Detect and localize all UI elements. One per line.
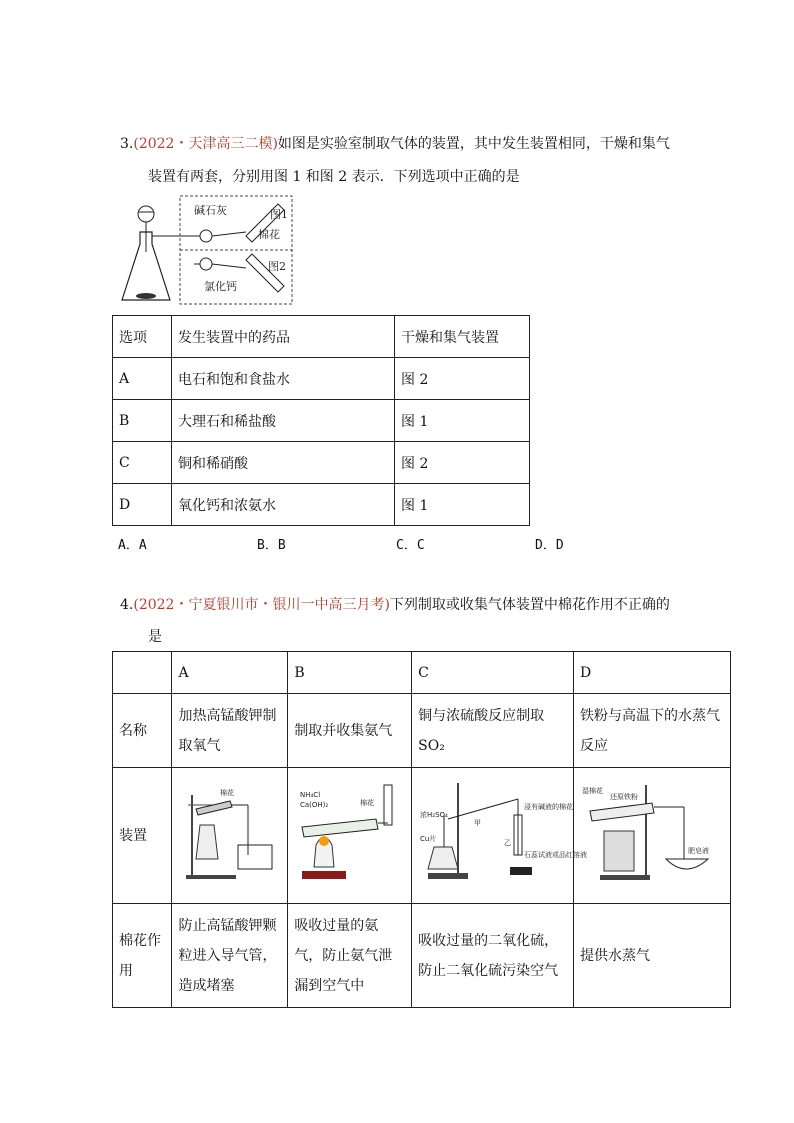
svg-text:湿棉花: 湿棉花: [582, 787, 603, 795]
label-lime: 碱石灰: [194, 204, 227, 217]
device-c-cell: [412, 768, 588, 904]
q3-option-a[interactable]: A．A: [118, 538, 147, 553]
label-fig2: 图2: [268, 260, 286, 273]
q3-line1: 3.(2022・天津高三二模)如图是实验室制取气体的装置，其中发生装置相同，干燥和集气: [120, 136, 670, 152]
table-row: 棉花作用 防止高锰酸钾颗粒进入导气管，造成堵塞 吸收过量的氨气，防止氨气泄漏到空气中 吸收过量的二氧化硫，防止二氧化硫污染空气 提供水蒸气: [113, 904, 731, 1008]
svg-text:肥皂液: 肥皂液: [688, 847, 709, 855]
q3-option-b[interactable]: B．B: [257, 538, 286, 553]
q4-line1: 4.(2022・宁夏银川市・银川一中高三月考)下列制取或收集气体装置中棉花作用不正确的: [120, 597, 670, 613]
q3-apparatus-figure: [118, 192, 298, 310]
table-row: B 大理石和稀盐酸 图 1: [113, 400, 530, 442]
device-d-cell: [574, 768, 731, 904]
table-row: A 电石和饱和食盐水 图 2: [113, 358, 530, 400]
q3-source: (2022・天津高三二模): [133, 136, 278, 152]
table-row: D 氧化钙和浓氨水 图 1: [113, 484, 530, 526]
table-row: C 铜和稀硝酸 图 2: [113, 442, 530, 484]
device-a-cell: [172, 768, 288, 904]
svg-text:NH₄Cl: NH₄Cl: [300, 791, 321, 799]
svg-text:Ca(OH)₂: Ca(OH)₂: [300, 801, 329, 809]
svg-text:浸有碱液的棉花: 浸有碱液的棉花: [524, 803, 574, 811]
label-fig1: 图1: [270, 208, 288, 221]
svg-text:浓H₂SO₄: 浓H₂SO₄: [420, 811, 449, 819]
device-c-figure: [418, 775, 588, 885]
svg-text:乙: 乙: [504, 839, 512, 847]
svg-text:还原铁粉: 还原铁粉: [610, 793, 638, 801]
device-d-figure: [580, 775, 724, 885]
q3-option-d[interactable]: D．D: [535, 538, 564, 553]
svg-text:Cu片: Cu片: [420, 835, 437, 843]
label-cotton: 棉花: [258, 228, 280, 241]
q4-table: [112, 651, 731, 1008]
svg-text:石蕊试液或品红溶液: 石蕊试液或品红溶液: [524, 851, 588, 859]
table-row: 选项 发生装置中的药品 干燥和集气装置: [113, 316, 530, 358]
table-row: 装置 棉花 NH₄Cl Ca(OH)₂ 棉花 浓H₂SO₄ Cu片 甲 乙 浸有碱液的棉花 石蕊试液或品红溶液 湿棉花 还原铁粉 肥皂液: [113, 768, 731, 904]
svg-text:棉花: 棉花: [360, 799, 375, 807]
q3-line2: 装置有两套，分别用图 1 和图 2 表示．下列选项中正确的是: [148, 169, 520, 185]
device-b-figure: [294, 775, 402, 885]
q4-source: (2022・宁夏银川市・银川一中高三月考): [133, 597, 390, 613]
svg-text:棉花: 棉花: [220, 789, 235, 797]
device-b-cell: [288, 768, 412, 904]
q3-table: [112, 315, 530, 526]
device-a-figure: [178, 775, 278, 885]
svg-text:甲: 甲: [474, 819, 482, 827]
label-cacl2: 氯化钙: [204, 280, 237, 293]
table-row: A B C D: [113, 652, 731, 694]
q4-line2: 是: [148, 629, 162, 645]
q3-option-c[interactable]: C．C: [396, 538, 425, 553]
table-row: 名称 加热高锰酸钾制取氧气 制取并收集氨气 铜与浓硫酸反应制取SO₂ 铁粉与高温下的水蒸气反应: [113, 694, 731, 768]
